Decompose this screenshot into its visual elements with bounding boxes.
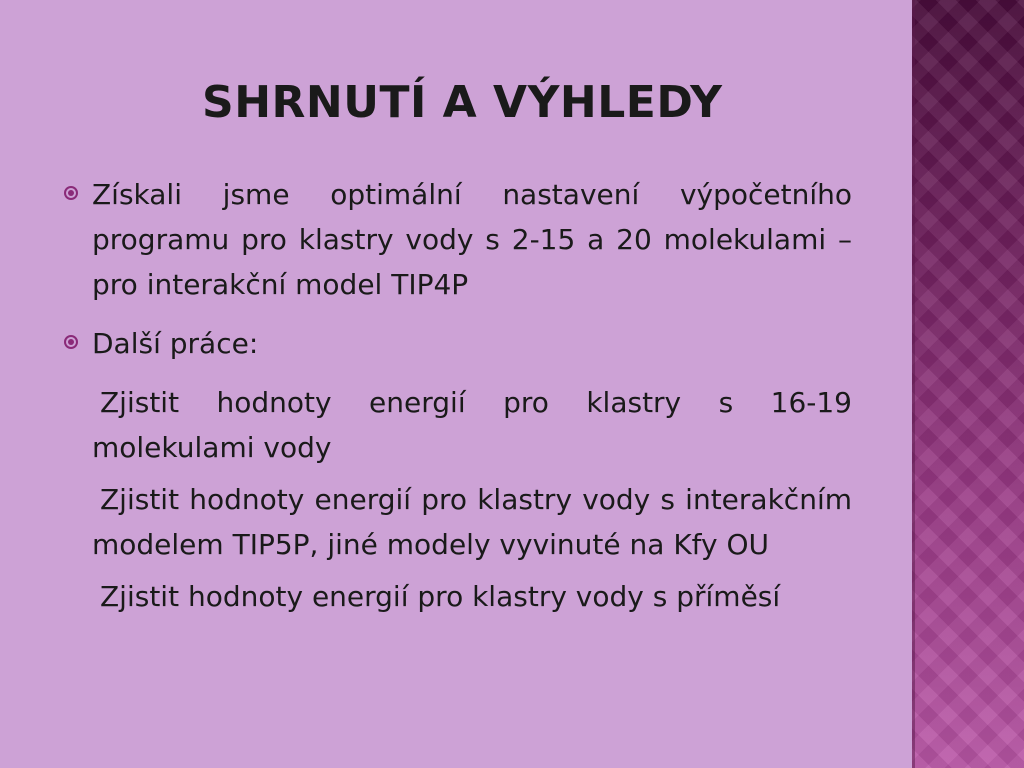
radio-bullet-icon [64, 335, 78, 349]
slide-content [60, 172, 852, 626]
bullet-item [60, 172, 852, 307]
sub-item: Zjistit hodnoty energií pro klastry vody s příměsí [100, 580, 781, 613]
bullet-text: Další práce: [92, 327, 259, 360]
sub-item: Zjistit hodnoty energií pro klastry s 16-19 molekulami vody [92, 386, 852, 464]
bullet-item [60, 321, 852, 366]
sub-item: Zjistit hodnoty energií pro klastry vody s interakčním modelem TIP5P, jiné modely vyvinuté na Kfy OU [92, 483, 852, 561]
bullet-text: Získali jsme optimální nastavení výpočetního programu pro klastry vody s 2-15 a 20 molekulami – pro interakční model TIP4P [92, 178, 852, 301]
slide-title: SHRNUTÍ A VÝHLEDY [202, 77, 723, 128]
radio-bullet-icon [64, 186, 78, 200]
decorative-side-band [912, 0, 1024, 768]
side-band-edge [912, 0, 915, 768]
